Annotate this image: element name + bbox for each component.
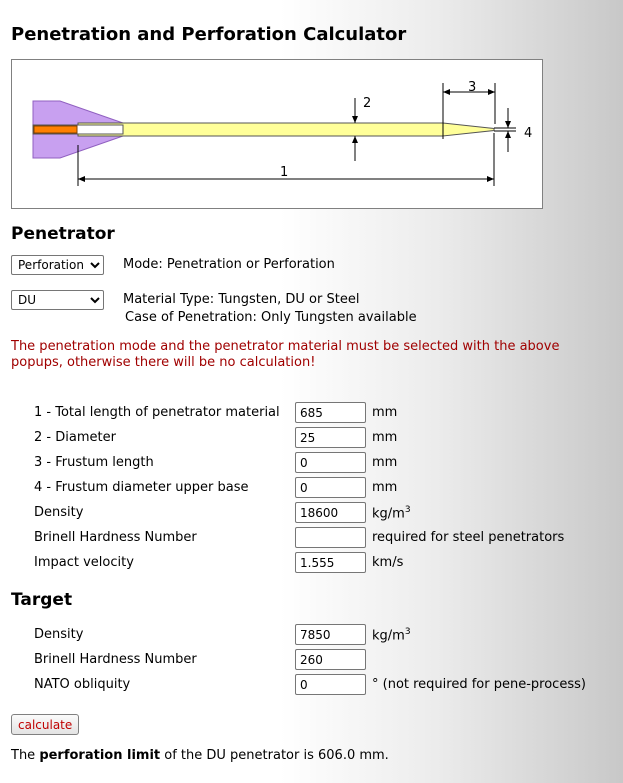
dim4-arrow-top [505,121,511,128]
frustum-diameter-label: 4 - Frustum diameter upper base [34,480,249,495]
penetrator-density-unit-base: kg/m [372,506,405,522]
penetrator-density-unit [372,505,411,521]
target-density-unit [372,627,411,643]
target-density-input[interactable] [295,624,366,645]
obliquity-label: NATO obliquity [34,677,131,692]
material-select[interactable] [11,290,104,310]
target-density-unit-base: kg/m [372,628,405,644]
selection-warning: The penetration mode and the penetrator material must be selected with the above popups, otherwise there will be no calculation! [11,339,560,370]
dim-label-3: 3 [468,80,477,95]
penetrator-core [34,126,77,133]
total-length-label: 1 - Total length of penetrator material [34,405,280,420]
frustum-length-input[interactable] [295,452,366,473]
impact-velocity-unit: km/s [372,555,404,570]
penetrator-density-unit-exp: 3 [404,505,411,515]
frustum-length-label: 3 - Frustum length [34,455,154,470]
penetrator-diagram [11,59,543,209]
mode-description: Mode: Penetration or Perforation [123,257,335,272]
frustum-diameter-unit: mm [372,480,398,495]
dim-label-2: 2 [363,96,372,111]
page-title: Penetration and Perforation Calculator [11,24,407,45]
penetrator-density-input[interactable] [295,502,366,523]
dim-label-1: 1 [280,165,289,180]
penetrator-tip [443,123,494,136]
penetrator-diagram-svg [12,60,542,208]
diameter-label: 2 - Diameter [34,430,116,445]
penetrator-brinell-note: required for steel penetrators [372,530,565,545]
total-length-input[interactable] [295,402,366,423]
result-suffix: of the DU penetrator is 606.0 mm. [160,748,389,763]
total-length-unit: mm [372,405,398,420]
dim4-arrow-bottom [505,131,511,138]
target-heading: Target [11,590,73,610]
dim2-arrow-bottom [352,136,358,143]
penetrator-density-label: Density [34,505,84,520]
diameter-input[interactable] [295,427,366,448]
material-description: Material Type: Tungsten, DU or Steel [123,292,360,307]
penetrator-brinell-input[interactable] [295,527,366,548]
dim1-arrow-left [78,176,85,182]
target-brinell-label: Brinell Hardness Number [34,652,197,667]
target-density-label: Density [34,627,84,642]
calculate-button[interactable]: calculate [11,714,79,735]
impact-velocity-input[interactable] [295,552,366,573]
result-emphasis: perforation limit [39,748,161,763]
dim3-arrow-left [443,89,450,95]
impact-velocity-label: Impact velocity [34,555,134,570]
obliquity-unit: ° (not required for pene-process) [372,677,586,692]
diameter-unit: mm [372,430,398,445]
penetrator-rod [78,123,443,136]
target-brinell-input[interactable] [295,649,366,670]
penetrator-heading: Penetrator [11,224,115,244]
target-density-unit-exp: 3 [404,627,411,637]
obliquity-input[interactable] [295,674,366,695]
frustum-diameter-input[interactable] [295,477,366,498]
penetrator-brinell-label: Brinell Hardness Number [34,530,197,545]
mode-select[interactable] [11,255,104,275]
dim-label-4: 4 [524,126,533,141]
case-description: Case of Penetration: Only Tungsten available [125,310,417,325]
dim2-arrow-top [352,116,358,123]
dim1-arrow-right [487,176,494,182]
frustum-length-unit: mm [372,455,398,470]
dim3-arrow-right [488,89,495,95]
result-text [11,748,389,763]
result-prefix: The [11,748,40,763]
